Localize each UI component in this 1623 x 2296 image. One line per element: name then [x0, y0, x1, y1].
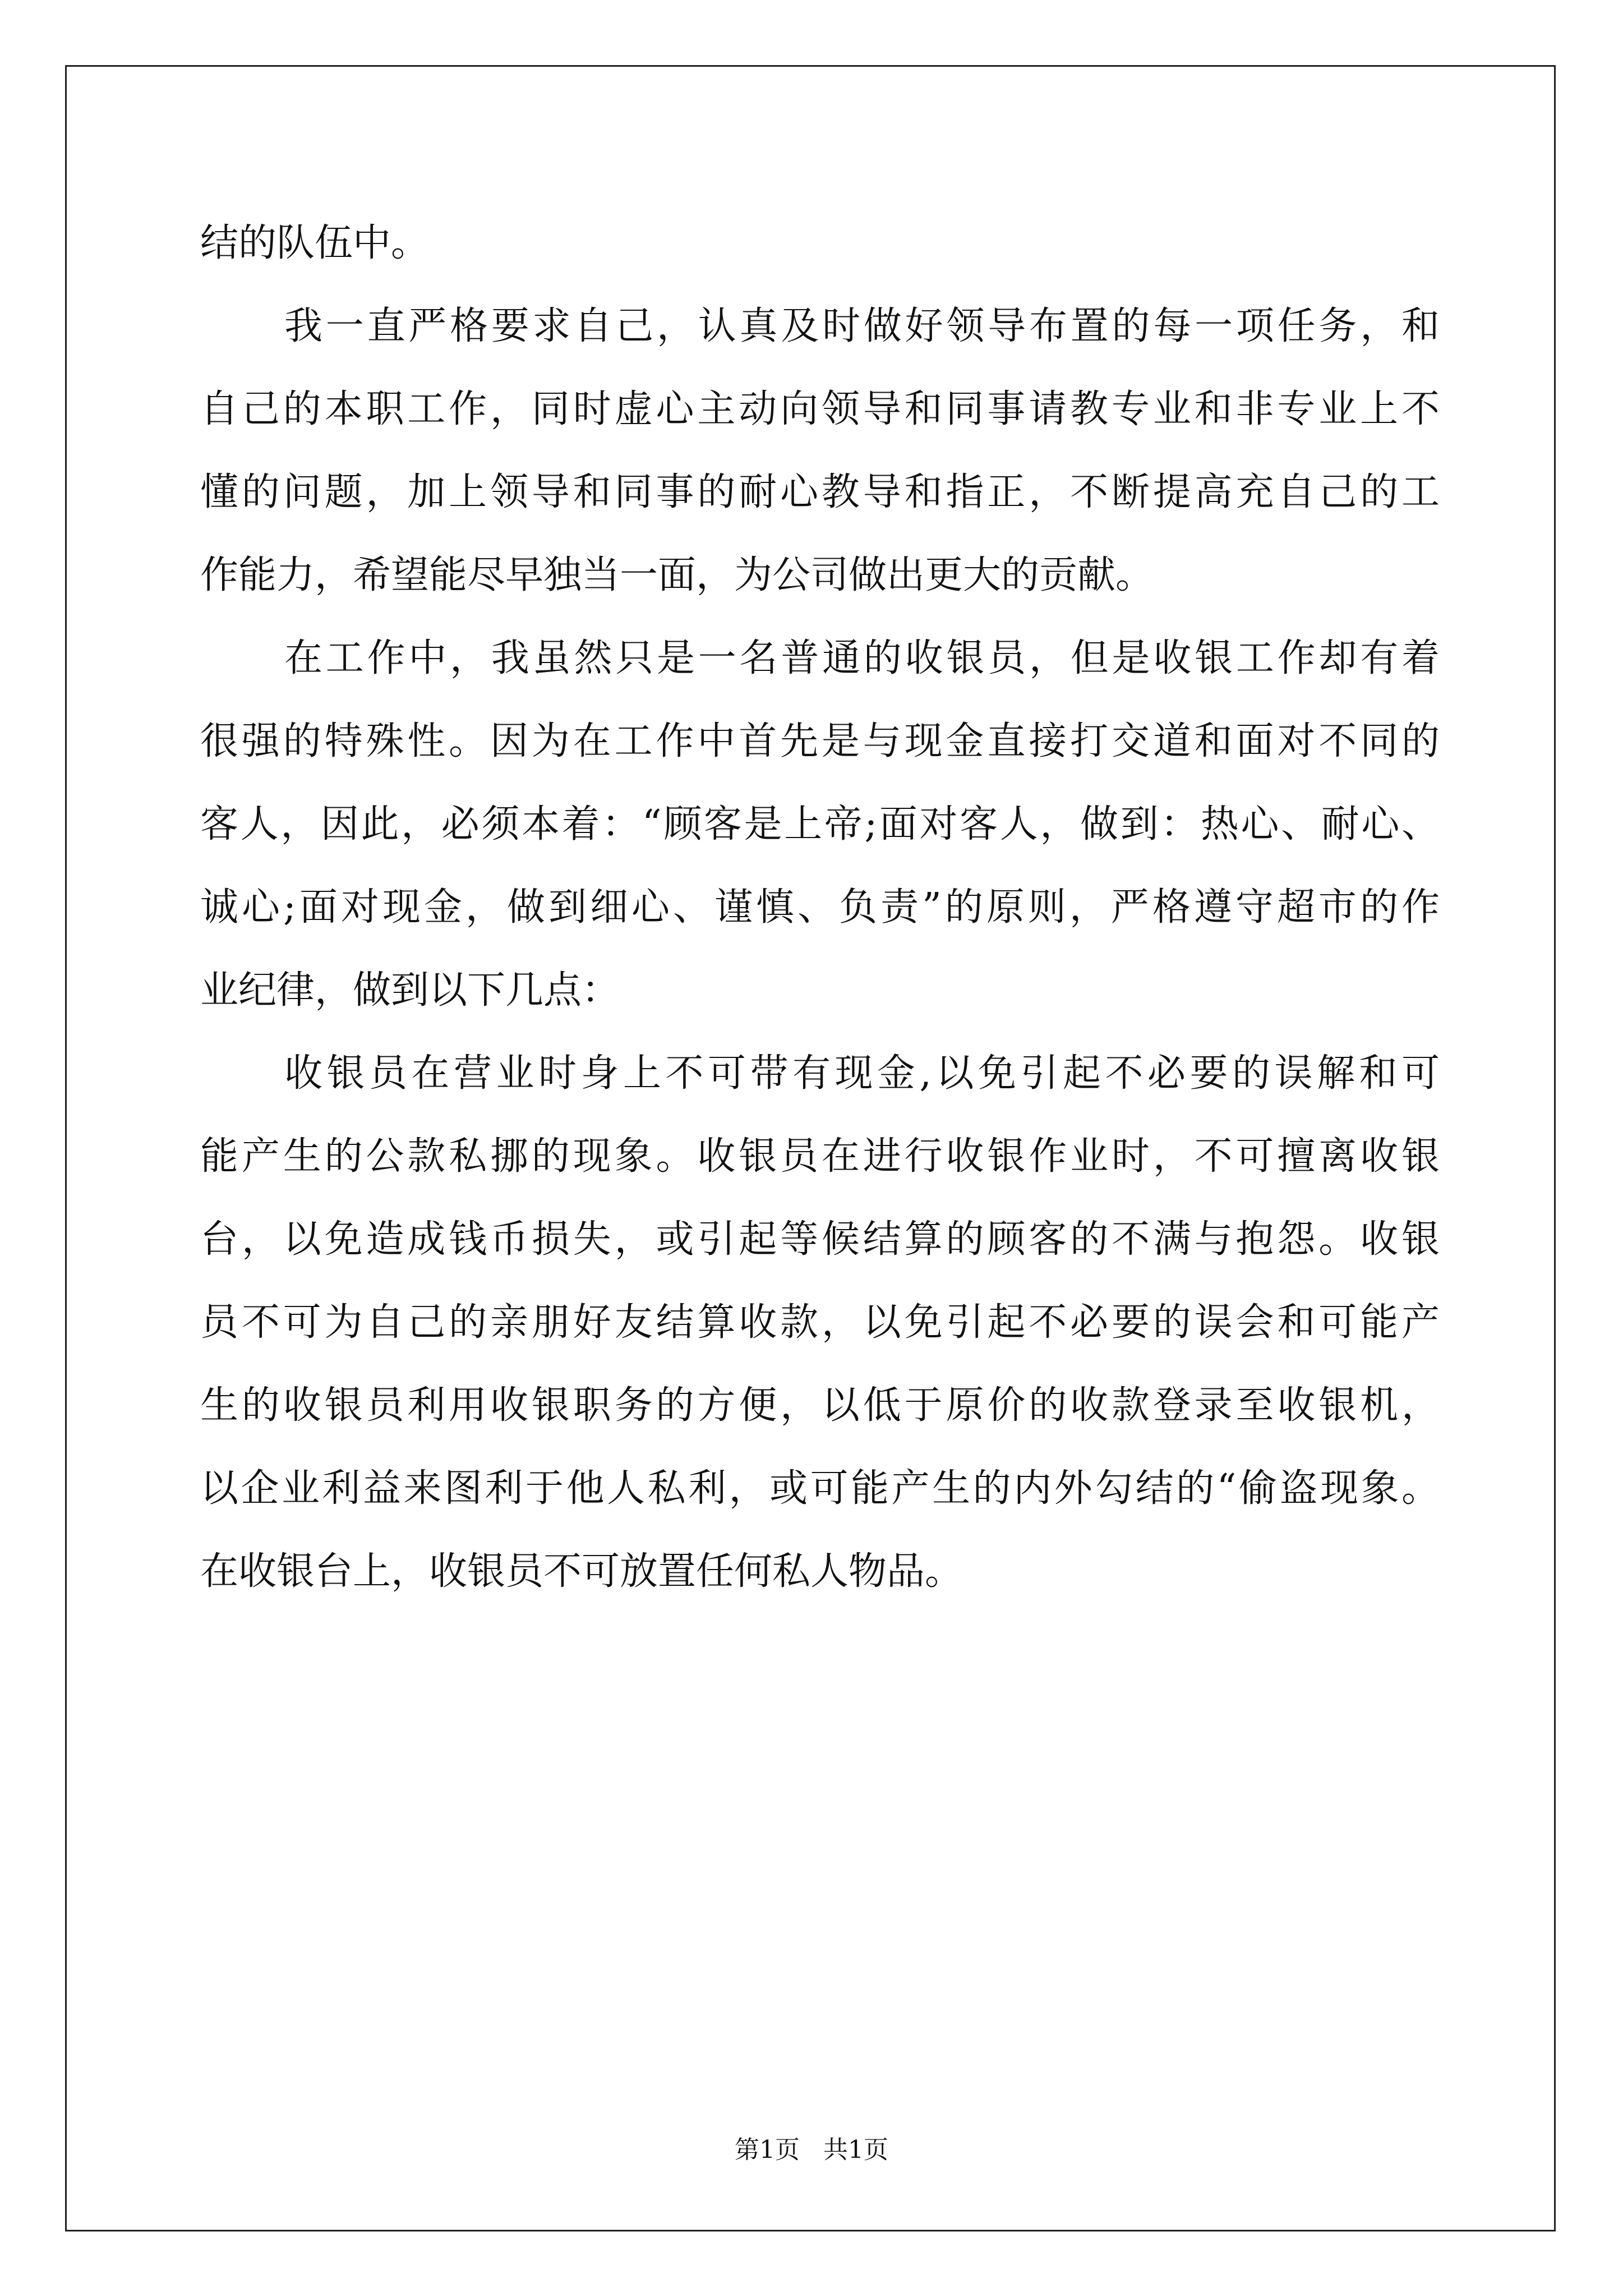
text-line: 诚心;面对现金，做到细心、谨慎、负责”的原则，严格遵守超市的作 — [200, 885, 1440, 930]
text-line: 业纪律，做到以下几点： — [200, 968, 620, 1013]
text-line: 在工作中，我虽然只是一名普通的收银员，但是收银工作却有着 — [284, 636, 1440, 680]
text-line: 自己的本职工作，同时虚心主动向领导和同事请教专业和非专业上不 — [200, 387, 1440, 431]
text-line: 我一直严格要求自己，认真及时做好领导布置的每一项任务，和 — [284, 304, 1440, 348]
text-line: 以企业利益来图利于他人私利，或可能产生的内外勾结的“偷盗现象。 — [200, 1466, 1440, 1511]
document-body — [200, 202, 1440, 1613]
page-total: 共1页 — [823, 2136, 888, 2164]
text-line: 作能力，希望能尽早独当一面，为公司做出更大的贡献。 — [200, 553, 1154, 597]
text-line: 收银员在营业时身上不可带有现金,以免引起不必要的误解和可 — [284, 1051, 1440, 1096]
paragraph — [200, 202, 1440, 285]
text-line: 员不可为自己的亲朋好友结算收款，以免引起不必要的误会和可能产 — [200, 1300, 1440, 1345]
text-line: 很强的特殊性。因为在工作中首先是与现金直接打交道和面对不同的 — [200, 719, 1440, 763]
paragraph — [200, 617, 1440, 1032]
text-line: 客人，因此，必须本着：“顾客是上帝;面对客人，做到：热心、耐心、 — [200, 802, 1440, 846]
paragraph — [200, 285, 1440, 617]
text-line: 生的收银员利用收银职务的方便，以低于原价的收款登录至收银机， — [200, 1383, 1440, 1428]
page-number: 第1页 — [735, 2136, 800, 2164]
paragraph — [200, 1032, 1440, 1613]
page-footer — [0, 2129, 1623, 2165]
text-line: 在收银台上，收银员不可放置任何私人物品。 — [200, 1549, 963, 1594]
text-line: 能产生的公款私挪的现象。收银员在进行收银作业时，不可擅离收银 — [200, 1134, 1440, 1179]
text-line: 懂的问题，加上领导和同事的耐心教导和指正，不断提高充自己的工 — [200, 470, 1440, 514]
text-line: 结的队伍中。 — [200, 221, 430, 265]
text-line: 台，以免造成钱币损失，或引起等候结算的顾客的不满与抱怨。收银 — [200, 1217, 1440, 1262]
